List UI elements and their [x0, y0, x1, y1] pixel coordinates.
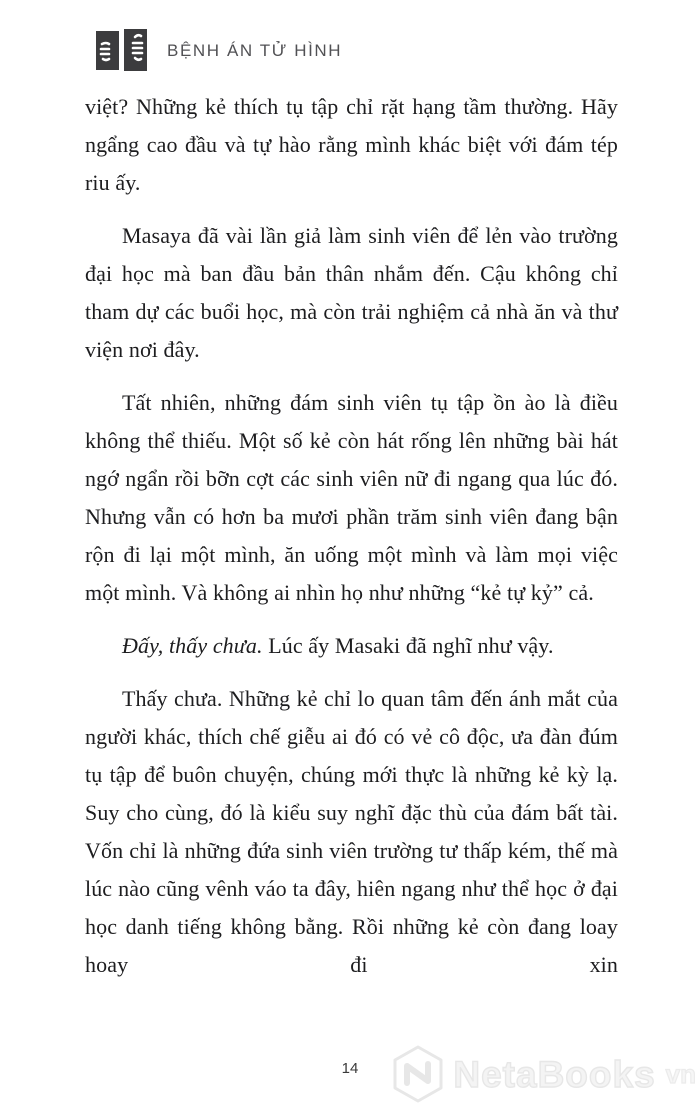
paragraph: [85, 88, 618, 202]
page-header: [95, 28, 342, 72]
body-text: việt? Những kẻ thích tụ tập chỉ rặt hạng tầm thường. Hãy ngẩng cao đầu và tự hào rằng mình khác biệt với đám tép riu ấy.: [85, 94, 618, 195]
paragraph: [85, 680, 618, 984]
running-title: BỆNH ÁN TỬ HÌNH: [167, 41, 343, 60]
prison-hands-logo-icon: [95, 28, 151, 72]
page-body: [85, 88, 618, 999]
body-text: Masaya đã vài lần giả làm sinh viên để lẻn vào trường đại học mà ban đầu bản thân nhắm đến. Cậu không chỉ tham dự các buổi học, mà còn trải nghiệm cả nhà ăn và thư viện nơi đây.: [85, 223, 618, 362]
paragraph: [85, 217, 618, 369]
page-number: 14: [341, 1060, 359, 1077]
body-text: Tất nhiên, những đám sinh viên tụ tập ồn ào là điều không thể thiếu. Một số kẻ còn hát rống lên những bài hát ngớ ngẩn rồi bỡn cợt các sinh viên nữ đi ngang qua lúc đó. Nhưng vẫn có hơn ba mươi phần trăm sinh viên đang bận rộn đi lại một mình, ăn uống một mình và làm mọi việc một mình. Và không ai nhìn họ như những “kẻ tự kỷ” cả.: [85, 390, 618, 605]
italic-text: Đấy, thấy chưa.: [122, 633, 263, 658]
watermark-brand: NetaBooks: [453, 1053, 656, 1095]
watermark-tld: vn: [665, 1059, 696, 1089]
body-text: Lúc ấy Masaki đã nghĩ như vậy.: [262, 633, 554, 658]
body-text: Thấy chưa. Những kẻ chỉ lo quan tâm đến ánh mắt của người khác, thích chế giễu ai đó có vẻ cô độc, ưa đàn đúm tụ tập để buôn chuyện, chúng mới thực là những kẻ kỳ lạ. Suy cho cùng, đó là kiểu suy nghĩ đặc thù của đám bất tài. Vốn chỉ là những đứa sinh viên trường tư thấp kém, thế mà lúc nào cũng vênh váo ta đây, hiên ngang như thể học ở đại học danh tiếng không bằng. Rồi những kẻ còn đang loay hoay đi xin: [85, 686, 618, 977]
paragraph: [85, 627, 618, 665]
paragraph: [85, 384, 618, 612]
